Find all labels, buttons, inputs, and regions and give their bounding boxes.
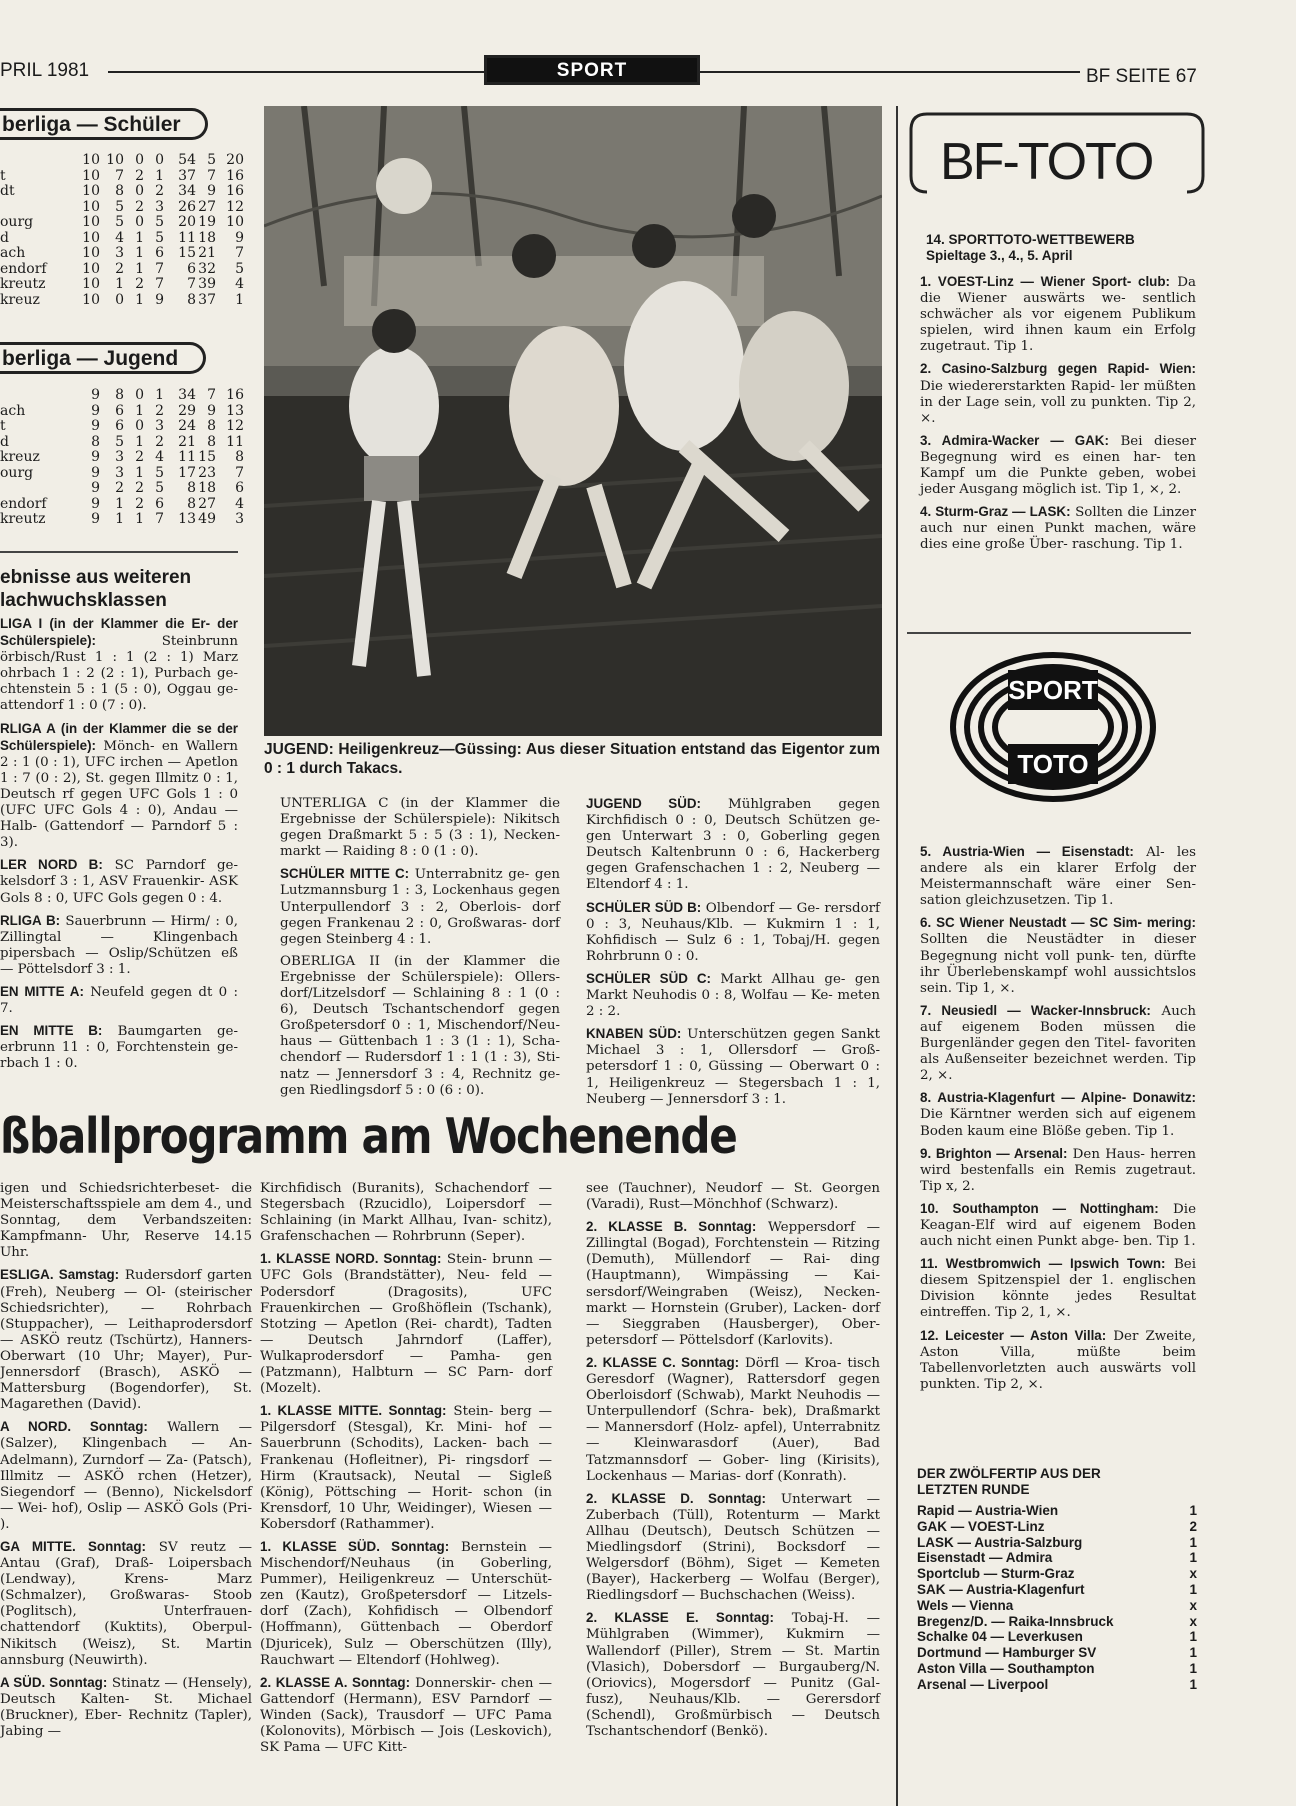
table-cell: 7: [235, 464, 244, 481]
list-item: [917, 1566, 1197, 1582]
table-cell: 6: [115, 418, 124, 434]
paragraph: JUGEND SÜD: Mühlgraben gegen Kirchfidisch 0 : 0, Deutsch Schützen ge- gen Unterwart 3 : 0, Goberling gegen Deutsch Kaltenbrunn 0 : 6, Hackerberg gegen Grafenschachen 1 : 2, Neuberg — Eltendorf 4 : 1.: [586, 796, 881, 893]
paragraph: GA MITTE. Sonntag: SV reutz — Antau (Graf), Draß- Loipersbach (Lendway), Krens- Marz (Schmalzer), Großwaras- Stoob (Poglitsch), Unterfrauen- chattendorf (Kuktits), Oberpul- Nikitsch (Weisz), St. Martin annsburg (Neuwirth).: [0, 1538, 252, 1668]
team-name: ourg: [0, 215, 34, 230]
team-name: [0, 200, 72, 216]
table-cell: 10: [82, 260, 100, 277]
table-cell: 1: [135, 464, 144, 481]
table-cell: 20: [226, 152, 244, 168]
table-cell: 1: [115, 495, 124, 512]
table-cell: 27: [198, 198, 216, 215]
team-name: ach: [0, 246, 26, 261]
page-number: BF SEITE 67: [1086, 66, 1197, 87]
table-cell: 7: [207, 387, 216, 403]
table-cell: 6: [235, 480, 244, 496]
table-cell: 10: [82, 183, 100, 199]
results-left-heading: ebnisse aus weiteren lachwuchsklassen: [0, 567, 192, 611]
table-cell: 19: [198, 214, 216, 230]
table-cell: 6: [115, 402, 124, 419]
paragraph: 10. Southampton — Nottingham: Die Keagan-Elf wird auf eigenem Boden auch nicht einen Punkt abge- ben. Tip 1.: [920, 1200, 1196, 1250]
table-cell: 5: [155, 480, 164, 496]
paragraph: 11. Westbromwich — Ipswich Town: Bei diesem Spitzenspiel der 1. englischen Division könnte jedes Resultat eintreffen. Tip 2, 1, ×.: [920, 1256, 1196, 1321]
table-cell: 2: [155, 183, 164, 199]
table-cell: 5: [235, 260, 244, 277]
table-cell: 49: [198, 511, 216, 527]
match-label: Eisenstadt — Admira: [917, 1550, 1053, 1566]
paragraph: SCHÜLER SÜD C: Markt Allhau ge- gen Markt Neuhodis 0 : 8, Wolfau — Ke- meten 2 : 2.: [586, 970, 880, 1020]
paragraph: RLIGA A (in der Klammer die se der Schülerspiele): Mönch- en Wallern 2 : 1 (0 : 1), UFC irchen — Apetlon 1 : 7 (0 : 2), St. gegen Illmitz 0 : 1, Deutsch rf gegen UFC Gols 1 : 0 (UFC UFC Gols 4 : 0), Andau — Halb- (Gattendorf — Parndorf 5 : 3).: [0, 720, 238, 851]
table-cell: 18: [198, 480, 216, 496]
list-item: [917, 1645, 1197, 1661]
paragraph: SCHÜLER MITTE C: Unterrabnitz ge- gen Lutzmannsburg 1 : 3, Lockenhaus gegen Unterpullendorf 3 : 2, Oberlois- dorf gegen Frankenau 2 : 0, Großwaras- dorf gegen Steinberg 4 : 1.: [280, 866, 560, 947]
toto-intro-sub: Spieltage 3., 4., 5. April: [926, 248, 1073, 263]
table-row: [0, 435, 244, 451]
table-cell: 15: [198, 449, 216, 465]
list-item: [917, 1550, 1197, 1566]
table-cell: 9: [91, 511, 100, 527]
table-cell: 7: [155, 511, 164, 527]
table-row: [0, 404, 244, 420]
match-label: LASK — Austria-Salzburg: [917, 1534, 1083, 1550]
table-cell: 3: [115, 449, 124, 465]
paragraph: 1. KLASSE MITTE. Sonntag: Stein- berg — Pilgersdorf (Stesgal), Kr. Mini- hof — Sauerbrunn (Schodits), Lacken- bach — Frankenau (Hofleitner), Pi- ringsdorf — Hirm (Krautsack), Neutal — Sigleß (König), Pöttsching — Horit- schon (in Krensdorf, 10 Uhr, Weidinger), Wiesen — Kobersdorf (Rathammer).: [260, 1403, 552, 1532]
tip-value: 2: [1189, 1518, 1197, 1534]
list-item: [917, 1519, 1197, 1535]
table-cell: 7: [187, 276, 196, 292]
paragraph: 12. Leicester — Aston Villa: Der Zweite, Aston Villa, müßte beim Tabellenvorletzten auch auswärts voll punkten. Tip 2, ×.: [920, 1327, 1196, 1392]
team-name: endorf: [0, 496, 47, 512]
table-cell: 5: [115, 433, 124, 450]
table-row: [0, 231, 244, 247]
match-label: Dortmund — Hamburger SV: [917, 1645, 1097, 1661]
table-cell: 10: [82, 167, 100, 184]
table-cell: 2: [155, 433, 164, 450]
team-name: dt: [0, 184, 15, 199]
match-label: Wels — Vienna: [917, 1597, 1014, 1613]
table-cell: 9: [207, 402, 216, 419]
tip-value: 1: [1189, 1629, 1197, 1645]
table-cell: 1: [115, 276, 124, 292]
paragraph: 2. KLASSE A. Sonntag: Donnerskir- chen — Gattendorf (Hermann), ESV Parndorf — Winden (Sack), Trausdorf — UFC Pama (Kolonovits), Mörbisch — Jois (Leskovich), SK Pama — UFC Kitt-: [260, 1674, 552, 1756]
paragraph: LIGA I (in der Klammer die Er- der Schülerspiele): Steinbrunn örbisch/Rust 1 : 1 (2 : 1) Marz ohrbach 1 : 2 (2 : 1), Purbach ge- chtenstein 5 : 1 (5 : 0), Oggau ge- attendorf 1 : 0 (7 : 0).: [0, 616, 238, 714]
divider: [907, 632, 1191, 634]
list-item: [917, 1503, 1197, 1519]
table-cell: 9: [207, 183, 216, 199]
table-cell: 18: [198, 229, 216, 246]
tip-value: 1: [1189, 1550, 1197, 1566]
table-row: [0, 184, 244, 200]
paragraph: igen und Schiedsrichterbeset- die Meisterschaftsspiele am dem 4., und Sonntag, dem Verbandszeiten: Kampfmann- Uhr, Reserve 14.15 Uhr.: [0, 1181, 252, 1261]
tip-value: 1: [1189, 1676, 1197, 1692]
table-cell: 17: [178, 464, 196, 481]
paragraph: A NORD. Sonntag: Wallern — (Salzer), Klingenbach — An- Adelmann), Zurndorf — Za- (Patsch), Illmitz — ASKÖ rchen (Hetzer), Siegendorf — (Benno), Nickelsdorf — Wei- hof), Oslip — ASKÖ Gols (Pri- ).: [0, 1419, 252, 1532]
table-cell: 5: [207, 152, 216, 168]
paragraph: SCHÜLER SÜD B: Olbendorf — Ge- rersdorf 0 : 3, Neuhaus/Klb. — Kukmirn 1 : 1, Kohfidisch — Sulz 6 : 1, Tobaj/H. gegen Rohrbrunn 0 : 0.: [586, 899, 880, 964]
paragraph: 3. Admira-Wacker — GAK: Bei dieser Begegnung wird es einen har- ten Kampf um die Punkte geben, wobei jeder Ausgang möglich ist. Tip 1, ×, 2.: [920, 432, 1196, 498]
table-cell: 10: [82, 291, 100, 308]
table-row: [0, 200, 244, 216]
table-cell: 3: [235, 511, 244, 527]
table-row: [0, 497, 244, 513]
paragraph: 9. Brighton — Arsenal: Den Haus- herren wird bestenfalls ein Remis zugetraut. Tip x, 2.: [920, 1145, 1196, 1194]
toto-intro: [926, 232, 1196, 264]
last-round-title: DER ZWÖLFERTIP AUS DER LETZTEN RUNDE: [917, 1466, 1101, 1497]
team-name: kreuz: [0, 292, 40, 308]
table-cell: 3: [155, 418, 164, 434]
table-cell: 0: [115, 291, 124, 308]
table-cell: 10: [82, 276, 100, 292]
table-cell: 3: [155, 198, 164, 215]
results-right-text: [586, 796, 880, 1114]
table-cell: 2: [135, 167, 144, 184]
team-name: t: [0, 168, 6, 184]
tip-value: 1: [1189, 1534, 1197, 1550]
table-cell: 9: [155, 291, 164, 308]
match-label: Schalke 04 — Leverkusen: [917, 1629, 1083, 1645]
match-photo: [264, 106, 882, 736]
table-cell: 1: [135, 245, 144, 261]
table-cell: 27: [198, 495, 216, 512]
team-name: [0, 153, 72, 169]
table-cell: 7: [115, 167, 124, 184]
table-cell: 24: [178, 418, 196, 434]
tip-value: 1: [1189, 1581, 1197, 1597]
paragraph: 4. Sturm-Graz — LASK: Sollten die Linzer auch nur einen Punkt machen, wäre dies eine große Über- raschung. Tip 1.: [920, 504, 1196, 553]
match-label: Arsenal — Liverpool: [917, 1676, 1049, 1692]
table-jugend-title: berliga — Jugend: [0, 342, 206, 374]
table-cell: 32: [198, 260, 216, 277]
table-row: [0, 215, 244, 231]
programm-col-3: [586, 1181, 880, 1746]
bf-toto-title: BF-TOTO: [940, 133, 1153, 191]
list-item: [917, 1661, 1197, 1677]
paragraph: KNABEN SÜD: Unterschützen gegen Sankt Michael 3 : 1, Ollersdorf — Groß- petersdorf 1 : 0, Güssing — Oberwart 0 : 1, Heiligenkreuz — Stegersbach 1 : 1, Neuberg — Jennersdorf 3 : 1.: [586, 1026, 880, 1107]
table-cell: 10: [226, 214, 244, 230]
table-cell: 16: [226, 387, 244, 403]
table-cell: 3: [115, 464, 124, 481]
table-cell: 39: [198, 276, 216, 292]
table-cell: 0: [135, 214, 144, 230]
paragraph: LER NORD B: SC Parndorf ge- kelsdorf 3 : 1, ASV Frauenkir- ASK Gols 8 : 0, UFC Gols gegen 0 : 4.: [0, 857, 239, 906]
toto-intro-title: 14. SPORTTOTO-WETTBEWERB: [926, 232, 1135, 247]
list-item: [917, 1677, 1197, 1693]
table-cell: 7: [207, 167, 216, 184]
programm-headline: ßballprogramm am Wochenende: [0, 1108, 737, 1165]
paragraph: EN MITTE B: Baumgarten ge- erbrunn 11 : 0, Forchtenstein ge- rbach 1 : 0.: [0, 1023, 238, 1072]
table-cell: 37: [178, 167, 196, 184]
sport-toto-bottom: TOTO: [1017, 749, 1089, 779]
table-cell: 29: [178, 402, 196, 419]
table-cell: 2: [135, 198, 144, 215]
table-cell: 26: [178, 198, 196, 215]
table-row: [0, 153, 244, 169]
tip-value: x: [1189, 1613, 1197, 1629]
team-name: d: [0, 434, 9, 450]
paragraph: 5. Austria-Wien — Eisenstadt: Al- les andere als ein klarer Erfolg der Meistermannschaft wäre einer Sen- sation gleichzusetzen. Tip 1.: [920, 844, 1196, 909]
team-name: d: [0, 230, 9, 246]
table-cell: 0: [155, 152, 164, 168]
programm-col-2: [260, 1181, 552, 1762]
team-name: t: [0, 419, 6, 434]
header-rule-right: [700, 71, 1080, 73]
photo-caption: JUGEND: Heiligenkreuz—Güssing: Aus dieser Situation entstand das Eigentor zum 0 : 1 durch Takacs.: [264, 741, 880, 777]
table-schueler-title: berliga — Schüler: [0, 108, 208, 140]
table-cell: 7: [155, 276, 164, 292]
table-cell: 10: [82, 152, 100, 168]
table-cell: 4: [155, 449, 164, 465]
table-row: [0, 512, 244, 528]
team-name: kreuz: [0, 450, 40, 465]
issue-date: PRIL 1981: [0, 60, 90, 81]
section-tag: SPORT: [484, 55, 700, 85]
table-cell: 34: [178, 183, 196, 199]
match-label: Sportclub — Sturm-Graz: [917, 1566, 1075, 1582]
list-item: [917, 1582, 1197, 1598]
table-cell: 8: [207, 433, 216, 450]
paragraph: RLIGA B: Sauerbrunn — Hirm/ : 0, Zillingtal — Klingenbach pipersbach — Oslip/Schützen eß — Pöttelsdorf 3 : 1.: [0, 912, 238, 977]
table-cell: 21: [198, 245, 216, 261]
table-cell: 6: [155, 495, 164, 512]
table-cell: 2: [135, 480, 144, 496]
table-cell: 1: [115, 511, 124, 527]
table-cell: 1: [155, 387, 164, 403]
results-mid-text: [280, 796, 560, 1105]
table-cell: 5: [115, 214, 124, 230]
table-cell: 1: [155, 167, 164, 184]
toto-tips-a: [920, 274, 1196, 560]
table-cell: 0: [135, 183, 144, 199]
table-cell: 11: [178, 449, 196, 465]
list-item: [917, 1535, 1197, 1551]
sport-toto-top: SPORT: [1008, 675, 1098, 705]
paragraph: ESLIGA. Samstag: Rudersdorf garten (Freh), Neuberg — Ol- (steirischer Schiedsrichter), — Rohrbach (Stuppacher), — Leithaprodersdorf — ASKÖ reutz (Tschürtz), Hanners- Oberwart (10 Uhr; Mayer), Pur- Jennersdorf (Brasch), ASKÖ — Mattersburg (Bogendorfer), St. Magarethen (David).: [0, 1267, 252, 1413]
table-cell: 0: [135, 418, 144, 434]
table-cell: 5: [155, 229, 164, 246]
paragraph: A SÜD. Sonntag: Stinatz — (Hensely), Deutsch Kalten- St. Michael (Bruckner), Eber- Rechnitz (Tapler), Jabing —: [0, 1674, 252, 1739]
match-label: Aston Villa — Southampton: [917, 1660, 1095, 1676]
match-label: GAK — VOEST-Linz: [917, 1518, 1045, 1534]
paragraph: 2. KLASSE E. Sonntag: Tobaj-H. — Mühlgraben (Wimmer), Kukmirn — Wallendorf (Piller), Strem — St. Martin (Vlasich), Dobersdorf — Burgauberg/N. (Oriovics), Mogersdorf — Punitz (Gal- fusz), Neuhaus/Klb. — Gerersdorf (Schendl), Großmürbisch — Deutsch Tschantschendorf (Benkö).: [586, 1610, 880, 1739]
table-row: [0, 262, 244, 278]
paragraph: EN MITTE A: Neufeld gegen dt 0 : 7.: [0, 983, 238, 1017]
table-row: [0, 388, 244, 404]
table-cell: 23: [198, 464, 216, 481]
paragraph: 2. Casino-Salzburg gegen Rapid- Wien: Die wiedererstarkten Rapid- ler müßten in der Lage sein, voll zu punkten. Tip 2, ×.: [920, 361, 1196, 426]
match-label: Rapid — Austria-Wien: [917, 1503, 1059, 1518]
table-cell: 1: [135, 402, 144, 419]
table-cell: 12: [226, 198, 244, 215]
paragraph: 2. KLASSE C. Sonntag: Dörfl — Kroa- tisch Geresdorf (Wagner), Rattersdorf gegen Oberloisdorf (Schwab), Markt Neuhodis — Unterpullendorf (Schra- bek), Draßmarkt — Mannersdorf (Holz- apfel), Unterrabnitz — Kleinwarasdorf (Auer), Bad Tatzmannsdorf — Gober- ling (Kirisits), Lockenhaus — Marias- dorf (Konrath).: [586, 1354, 880, 1484]
table-row: [0, 169, 244, 185]
paragraph: 8. Austria-Klagenfurt — Alpine- Donawitz: Die Kärntner werden sich auf eigenem Boden kaum eine Blöße geben. Tip 1.: [920, 1090, 1196, 1139]
table-cell: 3: [115, 245, 124, 261]
table-cell: 10: [82, 245, 100, 261]
tip-value: 1: [1189, 1660, 1197, 1676]
table-row: [0, 277, 244, 293]
match-label: SAK — Austria-Klagenfurt: [917, 1581, 1085, 1597]
paragraph: see (Tauchner), Neudorf — St. Georgen (Varadi), Rust—Mönchhof (Schwarz).: [586, 1181, 880, 1213]
table-cell: 21: [178, 433, 196, 450]
table-cell: 10: [82, 198, 100, 215]
table-cell: 9: [91, 387, 100, 403]
table-cell: 8: [91, 433, 100, 450]
paragraph: 1. VOEST-Linz — Wiener Sport- club: Da die Wiener auswärts we- sentlich schwächer als vor eigenem Publikum spielen, wird ihnen kaum ein Erfolg zugetraut. Tip 1.: [920, 274, 1196, 355]
tip-value: 1: [1189, 1503, 1197, 1518]
table-cell: 8: [235, 449, 244, 465]
table-cell: 2: [135, 449, 144, 465]
table-cell: 5: [155, 214, 164, 230]
table-cell: 1: [135, 511, 144, 527]
table-cell: 8: [187, 291, 196, 308]
table-cell: 1: [235, 291, 244, 308]
table-cell: 7: [155, 260, 164, 277]
table-cell: 34: [178, 387, 196, 403]
table-cell: 2: [155, 402, 164, 419]
table-row: [0, 246, 244, 262]
table-cell: 8: [115, 387, 124, 403]
tip-value: x: [1189, 1566, 1197, 1582]
last-round-list: [917, 1503, 1197, 1693]
team-name: endorf: [0, 261, 47, 277]
table-cell: 4: [115, 229, 124, 246]
tip-value: x: [1189, 1597, 1197, 1613]
table-row: [0, 481, 244, 497]
table-cell: 9: [91, 449, 100, 465]
table-cell: 2: [135, 276, 144, 292]
paragraph: 2. KLASSE B. Sonntag: Weppersdorf — Zillingtal (Bogad), Forchtenstein — Ritzing (Demuth), Müllendorf — Rai- ding (Hauptmann), Wimpässing — Kai- sersdorf/Weingraben (Weisz), Necken- markt — Hornstein (Gruber), Lacken- dorf — Sieggraben (Hausberger), Ober- petersdorf — Pöttelsdorf (Karlovits).: [586, 1219, 880, 1348]
team-name: ourg: [0, 465, 34, 481]
table-cell: 1: [135, 260, 144, 277]
table-cell: 1: [135, 229, 144, 246]
table-cell: 5: [115, 198, 124, 215]
paragraph: Kirchfidisch (Buranits), Schachendorf — Stegersbach (Rzucidlo), Loipersdorf — Schlaining (in Markt Allhau, Ivan- schitz), Grafenschachen — Rohrbrunn (Seper).: [260, 1181, 552, 1245]
results-left-text: [0, 616, 238, 1078]
table-cell: 1: [135, 433, 144, 450]
table-cell: 0: [135, 152, 144, 168]
table-cell: 16: [226, 167, 244, 184]
list-item: [917, 1598, 1197, 1614]
table-row: [0, 466, 244, 482]
team-name: ach: [0, 403, 26, 419]
header-rule-left: [108, 71, 484, 73]
table-schueler: [0, 153, 244, 308]
table-jugend: [0, 388, 244, 528]
table-cell: 2: [115, 480, 124, 496]
match-label: Bregenz/D. — Raika-Innsbruck: [917, 1613, 1114, 1629]
table-cell: 7: [235, 245, 244, 261]
table-cell: 10: [82, 229, 100, 246]
photo-illustration: [264, 106, 882, 736]
table-cell: 9: [91, 480, 100, 496]
table-row: [0, 450, 244, 466]
team-name: [0, 481, 72, 497]
list-item: [917, 1614, 1197, 1630]
table-row: [0, 293, 244, 309]
table-cell: 15: [178, 245, 196, 261]
table-cell: 9: [91, 495, 100, 512]
table-cell: 11: [226, 433, 244, 450]
paragraph: 1. KLASSE SÜD. Sonntag: Bernstein — Mischendorf/Neuhaus (in Goberling, Pummer), Heiligenkreuz — Unterschüt- zen (Kautz), Großpetersdorf — Litzels- dorf (Zach), Kohfidisch — Olbendorf (Hoffmann), Güttenbach — Oberdorf (Djuricek), Sulz — Oberschützen (Illy), Rauchwart — Eltendorf (Hohlweg).: [260, 1538, 553, 1668]
table-cell: 13: [178, 511, 196, 527]
table-cell: 4: [235, 495, 244, 512]
table-cell: 4: [235, 276, 244, 292]
table-cell: 5: [155, 464, 164, 481]
programm-col-1: [0, 1181, 252, 1746]
table-cell: 8: [207, 418, 216, 434]
tip-value: 1: [1189, 1645, 1197, 1661]
divider: [0, 551, 238, 553]
sport-toto-logo: [950, 652, 1156, 802]
team-name: kreutz: [0, 512, 46, 527]
table-cell: 1: [135, 291, 144, 308]
toto-tips-b: [920, 844, 1196, 1399]
table-cell: 6: [187, 260, 196, 277]
column-rule: [896, 106, 898, 1806]
table-cell: 6: [155, 245, 164, 261]
table-row: [0, 419, 244, 435]
paragraph: OBERLIGA II (in der Klammer die Ergebnisse der Schülerspiele): Ollers- dorf/Litzelsdorf — Schlaining 8 : 1 (0 : 6), Deutsch Tschantschendorf gegen Großpetersdorf 0 : 1, Mischendorf/Neu- haus — Güttenbach 1 : 3 (1 : 1), Scha- chendorf — Rudersdorf 1 : 1 (1 : 3), Sti- natz — Jennersdorf 3 : 4, Rechnitz ge- gen Riedlingsdorf 5 : 0 (6 : 0).: [280, 953, 560, 1098]
paragraph: 1. KLASSE NORD. Sonntag: Stein- brunn — UFC Gols (Brandstätter), Neu- feld — Podersdorf (Dragosits), UFC Frauenkirchen — Großhöflein (Tschank), Stotzing — Apetlon (Rei- chardt), Tadten — Deutsch Jahrndorf (Laffer), Wulkaprodersdorf — Pamha- gen (Patzmann), Halbturn — SC Parn- dorf (Mozelt).: [260, 1251, 553, 1397]
table-cell: 9: [91, 464, 100, 481]
team-name: kreutz: [0, 277, 46, 292]
table-cell: 37: [198, 291, 216, 308]
table-cell: 8: [115, 183, 124, 199]
table-cell: 10: [106, 152, 124, 168]
table-cell: 9: [91, 402, 100, 419]
table-cell: 12: [226, 418, 244, 434]
team-name: [0, 388, 72, 404]
paragraph: 2. KLASSE D. Sonntag: Unterwart — Zuberbach (Tüll), Rotenturm — Markt Allhau (Deutsch), Deutsch Schützen — Miedlingsdorf (Strini), Bocksdorf — Welgersdorf (Böhm), Siget — Kemeten (Bayer), Hackerberg — Wolfau (Berger), Riedlingsdorf — Buchschachen (Weiss).: [586, 1490, 880, 1604]
paragraph: 6. SC Wiener Neustadt — SC Sim- mering: Sollten die Neustädter in dieser Begegnung nicht voll punk- ten, dürfte ihr Überlebenskampf wohl aussichtslos sein. Tip 1, ×.: [920, 915, 1196, 996]
paragraph: UNTERLIGA C (in der Klammer die Ergebnisse der Schülerspiele): Nikitsch gegen Draßmarkt 5 : 5 (3 : 1), Necken- markt — Raiding 8 : 0 (1 : 0).: [280, 796, 560, 860]
table-cell: 2: [135, 495, 144, 512]
table-cell: 2: [115, 260, 124, 277]
table-cell: 13: [226, 402, 244, 419]
list-item: [917, 1629, 1197, 1645]
table-cell: 9: [235, 229, 244, 246]
paragraph: 7. Neusiedl — Wacker-Innsbruck: Auch auf eigenem Boden müssen die Burgenländer gegen den Titel- favoriten als Außenseiter bezeichnet werden. Tip 2, ×.: [920, 1002, 1196, 1084]
table-cell: 9: [91, 418, 100, 434]
table-cell: 16: [226, 183, 244, 199]
table-cell: 20: [178, 214, 196, 230]
table-cell: 54: [178, 152, 196, 168]
table-cell: 8: [187, 480, 196, 496]
table-cell: 0: [135, 387, 144, 403]
table-cell: 11: [178, 229, 196, 246]
table-cell: 10: [82, 214, 100, 230]
table-cell: 8: [187, 495, 196, 512]
